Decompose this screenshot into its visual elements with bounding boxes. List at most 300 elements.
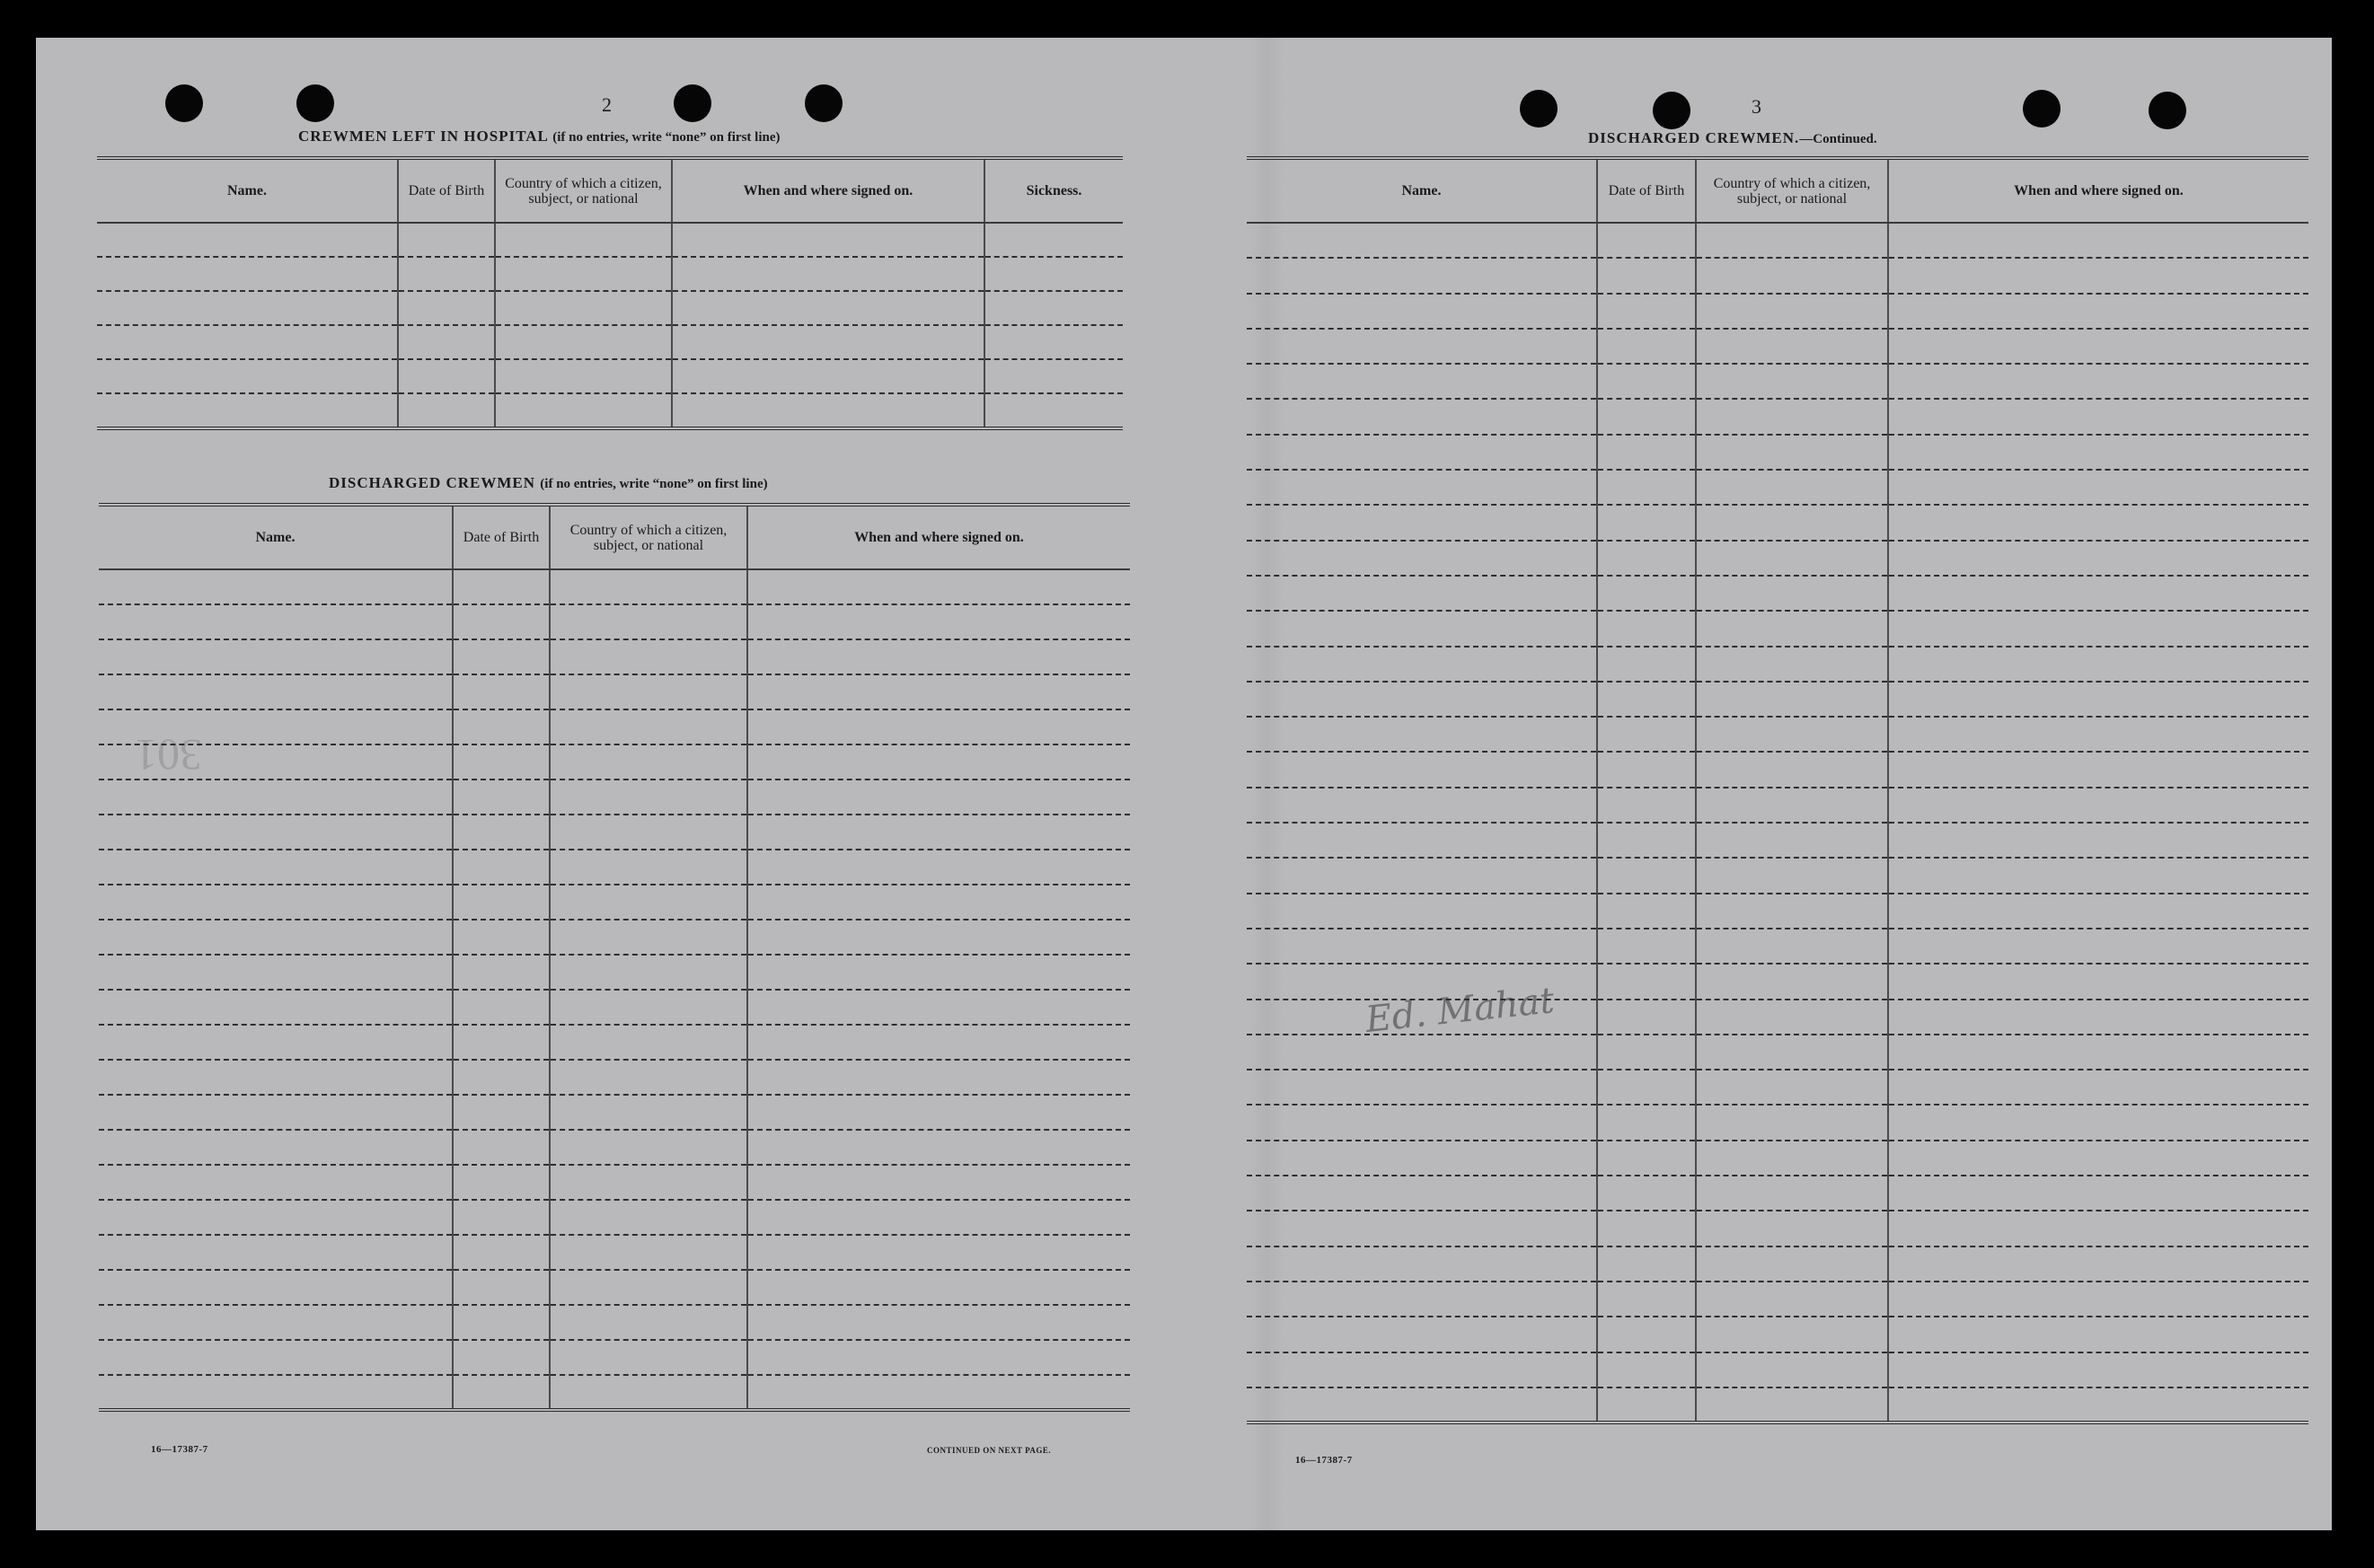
name-cell[interactable]: [1247, 964, 1597, 999]
country-cell[interactable]: [550, 674, 747, 709]
date-of-birth-cell[interactable]: [453, 1165, 550, 1200]
table-row: [1247, 929, 2308, 964]
discharged-table-right-body: [1247, 223, 2308, 1423]
name-cell[interactable]: [1247, 1317, 1597, 1352]
signed-on-cell[interactable]: [747, 639, 1130, 674]
signed-on-cell[interactable]: [747, 1165, 1130, 1200]
name-cell[interactable]: [1247, 894, 1597, 929]
country-cell[interactable]: [1696, 1211, 1888, 1246]
signed-on-cell[interactable]: [1888, 470, 2308, 505]
signed-on-cell[interactable]: [747, 1200, 1130, 1235]
name-cell[interactable]: [1247, 1035, 1597, 1070]
name-cell[interactable]: [1247, 294, 1597, 329]
table-row: [1247, 717, 2308, 752]
signed-on-cell[interactable]: [1888, 505, 2308, 540]
signed-on-cell[interactable]: [1888, 541, 2308, 576]
name-cell[interactable]: [99, 885, 453, 920]
name-cell[interactable]: [1247, 1070, 1597, 1105]
date-of-birth-cell[interactable]: [1597, 258, 1696, 293]
table-row: [99, 815, 1130, 850]
signed-on-cell[interactable]: [1888, 1246, 2308, 1282]
date-of-birth-cell[interactable]: [1597, 1352, 1696, 1387]
name-cell[interactable]: [99, 709, 453, 744]
country-cell[interactable]: [550, 1305, 747, 1340]
table-row: [1247, 1246, 2308, 1282]
date-of-birth-cell[interactable]: [1597, 399, 1696, 434]
name-cell[interactable]: [1247, 223, 1597, 258]
date-of-birth-cell[interactable]: [1597, 505, 1696, 540]
name-cell[interactable]: [99, 604, 453, 639]
name-cell[interactable]: [1247, 364, 1597, 399]
signed-on-cell[interactable]: [747, 920, 1130, 955]
country-cell[interactable]: [495, 291, 672, 325]
country-cell[interactable]: [495, 223, 672, 257]
name-cell[interactable]: [1247, 470, 1597, 505]
country-cell[interactable]: [1696, 1105, 1888, 1140]
signed-on-cell[interactable]: [1888, 329, 2308, 364]
country-cell[interactable]: [550, 709, 747, 744]
country-cell[interactable]: [1696, 1176, 1888, 1211]
signed-on-cell[interactable]: [747, 1305, 1130, 1340]
country-cell[interactable]: [495, 257, 672, 291]
signed-on-cell[interactable]: [672, 359, 984, 393]
country-cell[interactable]: [550, 1375, 747, 1410]
name-cell[interactable]: [1247, 576, 1597, 611]
signed-on-cell[interactable]: [672, 257, 984, 291]
name-cell[interactable]: [99, 1305, 453, 1340]
name-cell[interactable]: [99, 990, 453, 1025]
table-row: [97, 257, 1123, 291]
signed-on-cell[interactable]: [1888, 399, 2308, 434]
sickness-cell[interactable]: [984, 325, 1123, 359]
date-of-birth-cell[interactable]: [453, 1095, 550, 1130]
country-cell[interactable]: [1696, 1352, 1888, 1387]
country-cell[interactable]: [1696, 399, 1888, 434]
name-cell[interactable]: [1247, 541, 1597, 576]
country-cell[interactable]: [550, 744, 747, 780]
country-cell[interactable]: [1696, 682, 1888, 717]
date-of-birth-cell[interactable]: [398, 393, 495, 428]
country-cell[interactable]: [550, 990, 747, 1025]
table-row: [99, 955, 1130, 990]
country-cell[interactable]: [1696, 929, 1888, 964]
date-of-birth-cell[interactable]: [1597, 929, 1696, 964]
name-cell[interactable]: [99, 1340, 453, 1375]
name-cell[interactable]: [99, 1270, 453, 1305]
signed-on-cell[interactable]: [1888, 435, 2308, 470]
date-of-birth-cell[interactable]: [1597, 611, 1696, 646]
country-cell[interactable]: [1696, 823, 1888, 858]
country-cell[interactable]: [1696, 752, 1888, 787]
table-row: [97, 359, 1123, 393]
sickness-cell[interactable]: [984, 223, 1123, 257]
date-of-birth-cell[interactable]: [1597, 1000, 1696, 1035]
name-cell[interactable]: [1247, 1211, 1597, 1246]
country-cell[interactable]: [1696, 576, 1888, 611]
country-cell[interactable]: [1696, 258, 1888, 293]
signed-on-cell[interactable]: [1888, 647, 2308, 682]
date-of-birth-cell[interactable]: [453, 815, 550, 850]
country-cell[interactable]: [1696, 541, 1888, 576]
name-cell[interactable]: [99, 1200, 453, 1235]
table-row: [99, 639, 1130, 674]
name-cell[interactable]: [1247, 647, 1597, 682]
country-cell[interactable]: [550, 569, 747, 604]
signed-on-cell[interactable]: [747, 955, 1130, 990]
date-of-birth-cell[interactable]: [1597, 647, 1696, 682]
date-of-birth-cell[interactable]: [1597, 964, 1696, 999]
name-cell[interactable]: [1247, 435, 1597, 470]
date-of-birth-cell[interactable]: [1597, 294, 1696, 329]
name-cell[interactable]: [1247, 611, 1597, 646]
signed-on-cell[interactable]: [1888, 1141, 2308, 1176]
country-cell[interactable]: [550, 1235, 747, 1270]
date-of-birth-cell[interactable]: [1597, 223, 1696, 258]
signed-on-cell[interactable]: [747, 1375, 1130, 1410]
discharged-table-left: [99, 503, 1130, 1412]
date-of-birth-cell[interactable]: [453, 920, 550, 955]
date-of-birth-cell[interactable]: [453, 1130, 550, 1165]
name-cell[interactable]: [99, 850, 453, 885]
date-of-birth-cell[interactable]: [453, 569, 550, 604]
country-cell[interactable]: [1696, 858, 1888, 893]
signed-on-cell[interactable]: [747, 1095, 1130, 1130]
signed-on-cell[interactable]: [1888, 1352, 2308, 1387]
signed-on-cell[interactable]: [1888, 1211, 2308, 1246]
country-cell[interactable]: [495, 325, 672, 359]
name-cell[interactable]: [99, 744, 453, 780]
signed-on-cell[interactable]: [1888, 1070, 2308, 1105]
table-row: [99, 1130, 1130, 1165]
country-cell[interactable]: [550, 1165, 747, 1200]
sickness-cell[interactable]: [984, 359, 1123, 393]
name-cell[interactable]: [99, 639, 453, 674]
signed-on-cell[interactable]: [747, 780, 1130, 815]
name-cell[interactable]: [99, 1235, 453, 1270]
signed-on-cell[interactable]: [1888, 1317, 2308, 1352]
signed-on-cell[interactable]: [747, 604, 1130, 639]
country-cell[interactable]: [1696, 964, 1888, 999]
name-cell[interactable]: [1247, 1387, 1597, 1423]
signed-on-cell[interactable]: [747, 1340, 1130, 1375]
signed-on-cell[interactable]: [1888, 752, 2308, 787]
signed-on-cell[interactable]: [747, 850, 1130, 885]
name-cell[interactable]: [1247, 1282, 1597, 1317]
date-of-birth-cell[interactable]: [1597, 894, 1696, 929]
date-of-birth-cell[interactable]: [453, 1375, 550, 1410]
signed-on-cell[interactable]: [1888, 223, 2308, 258]
name-cell[interactable]: [1247, 1176, 1597, 1211]
date-of-birth-cell[interactable]: [1597, 1211, 1696, 1246]
name-cell[interactable]: [99, 569, 453, 604]
name-cell[interactable]: [99, 815, 453, 850]
signed-on-cell[interactable]: [747, 569, 1130, 604]
signed-on-cell[interactable]: [1888, 1105, 2308, 1140]
date-of-birth-cell[interactable]: [453, 1235, 550, 1270]
signed-on-cell[interactable]: [747, 1025, 1130, 1060]
date-of-birth-cell[interactable]: [453, 674, 550, 709]
signed-on-cell[interactable]: [1888, 823, 2308, 858]
country-cell[interactable]: [1696, 364, 1888, 399]
signed-on-cell[interactable]: [1888, 1000, 2308, 1035]
column-header-name: Name.: [99, 505, 453, 569]
country-cell[interactable]: [550, 885, 747, 920]
date-of-birth-cell[interactable]: [453, 1340, 550, 1375]
signed-on-cell[interactable]: [1888, 894, 2308, 929]
table-row: [1247, 1387, 2308, 1423]
signed-on-cell[interactable]: [1888, 929, 2308, 964]
name-cell[interactable]: [1247, 1352, 1597, 1387]
name-cell[interactable]: [99, 1130, 453, 1165]
country-cell[interactable]: [1696, 1141, 1888, 1176]
sickness-cell[interactable]: [984, 291, 1123, 325]
date-of-birth-cell[interactable]: [1597, 1282, 1696, 1317]
date-of-birth-cell[interactable]: [1597, 682, 1696, 717]
punch-hole: [2023, 90, 2061, 128]
signed-on-cell[interactable]: [747, 990, 1130, 1025]
signed-on-cell[interactable]: [1888, 1176, 2308, 1211]
date-of-birth-cell[interactable]: [1597, 470, 1696, 505]
signed-on-cell[interactable]: [747, 674, 1130, 709]
date-of-birth-cell[interactable]: [1597, 1387, 1696, 1423]
signed-on-cell[interactable]: [747, 709, 1130, 744]
signed-on-cell[interactable]: [672, 325, 984, 359]
hospital-table-body: [97, 223, 1123, 428]
country-cell[interactable]: [550, 1270, 747, 1305]
country-cell[interactable]: [495, 393, 672, 428]
name-cell[interactable]: [99, 1165, 453, 1200]
date-of-birth-cell[interactable]: [453, 604, 550, 639]
signed-on-cell[interactable]: [747, 885, 1130, 920]
signed-on-cell[interactable]: [1888, 258, 2308, 293]
name-cell[interactable]: [99, 1060, 453, 1095]
table-row: [1247, 329, 2308, 364]
date-of-birth-cell[interactable]: [453, 1060, 550, 1095]
date-of-birth-cell[interactable]: [453, 744, 550, 780]
signed-on-cell[interactable]: [1888, 576, 2308, 611]
date-of-birth-cell[interactable]: [1597, 1141, 1696, 1176]
country-cell[interactable]: [1696, 1000, 1888, 1035]
table-row: [1247, 1141, 2308, 1176]
country-cell[interactable]: [550, 780, 747, 815]
country-cell[interactable]: [1696, 647, 1888, 682]
name-cell[interactable]: [1247, 858, 1597, 893]
date-of-birth-cell[interactable]: [1597, 823, 1696, 858]
name-cell[interactable]: [97, 359, 398, 393]
country-cell[interactable]: [550, 604, 747, 639]
date-of-birth-cell[interactable]: [1597, 1317, 1696, 1352]
country-cell[interactable]: [1696, 894, 1888, 929]
table-row: [99, 990, 1130, 1025]
signed-on-cell[interactable]: [1888, 611, 2308, 646]
signed-on-cell[interactable]: [1888, 1035, 2308, 1070]
name-cell[interactable]: [99, 1025, 453, 1060]
country-cell[interactable]: [1696, 1035, 1888, 1070]
country-cell[interactable]: [495, 359, 672, 393]
country-cell[interactable]: [1696, 788, 1888, 823]
country-cell[interactable]: [1696, 1246, 1888, 1282]
name-cell[interactable]: [97, 257, 398, 291]
name-cell[interactable]: [99, 920, 453, 955]
table-row: [1247, 294, 2308, 329]
name-cell[interactable]: [1247, 682, 1597, 717]
country-cell[interactable]: [1696, 505, 1888, 540]
date-of-birth-cell[interactable]: [1597, 576, 1696, 611]
date-of-birth-cell[interactable]: [453, 1305, 550, 1340]
date-of-birth-cell[interactable]: [1597, 364, 1696, 399]
country-cell[interactable]: [550, 1130, 747, 1165]
signed-on-cell[interactable]: [747, 1270, 1130, 1305]
sickness-cell[interactable]: [984, 393, 1123, 428]
date-of-birth-cell[interactable]: [453, 1025, 550, 1060]
country-cell[interactable]: [550, 955, 747, 990]
country-cell[interactable]: [1696, 329, 1888, 364]
table-row: [99, 1165, 1130, 1200]
signed-on-cell[interactable]: [1888, 682, 2308, 717]
signed-on-cell[interactable]: [1888, 964, 2308, 999]
country-cell[interactable]: [1696, 1282, 1888, 1317]
country-cell[interactable]: [1696, 294, 1888, 329]
name-cell[interactable]: [99, 1095, 453, 1130]
date-of-birth-cell[interactable]: [398, 325, 495, 359]
table-row: [99, 569, 1130, 604]
column-header-sickness: Sickness.: [984, 158, 1123, 223]
signed-on-cell[interactable]: [672, 393, 984, 428]
country-cell[interactable]: [1696, 1070, 1888, 1105]
name-cell[interactable]: [1247, 1000, 1597, 1035]
date-of-birth-cell[interactable]: [453, 885, 550, 920]
column-header-country: Country of which a citizen, subject, or national: [495, 158, 672, 223]
signed-on-cell[interactable]: [747, 744, 1130, 780]
name-cell[interactable]: [1247, 788, 1597, 823]
name-cell[interactable]: [97, 393, 398, 428]
date-of-birth-cell[interactable]: [1597, 1070, 1696, 1105]
column-header-name: Name.: [1247, 158, 1597, 223]
date-of-birth-cell[interactable]: [1597, 1176, 1696, 1211]
name-cell[interactable]: [1247, 258, 1597, 293]
signed-on-cell[interactable]: [747, 1235, 1130, 1270]
name-cell[interactable]: [1247, 929, 1597, 964]
name-cell[interactable]: [99, 780, 453, 815]
date-of-birth-cell[interactable]: [1597, 1035, 1696, 1070]
country-cell[interactable]: [550, 920, 747, 955]
country-cell[interactable]: [1696, 470, 1888, 505]
name-cell[interactable]: [99, 1375, 453, 1410]
date-of-birth-cell[interactable]: [1597, 1246, 1696, 1282]
name-cell[interactable]: [1247, 717, 1597, 752]
signed-on-cell[interactable]: [1888, 364, 2308, 399]
country-cell[interactable]: [550, 1200, 747, 1235]
date-of-birth-cell[interactable]: [453, 1270, 550, 1305]
name-cell[interactable]: [1247, 399, 1597, 434]
date-of-birth-cell[interactable]: [453, 1200, 550, 1235]
bleed-through-stamp: 301: [135, 730, 202, 780]
country-cell[interactable]: [550, 1340, 747, 1375]
signed-on-cell[interactable]: [1888, 788, 2308, 823]
country-cell[interactable]: [1696, 223, 1888, 258]
date-of-birth-cell[interactable]: [398, 257, 495, 291]
date-of-birth-cell[interactable]: [398, 359, 495, 393]
name-cell[interactable]: [1247, 823, 1597, 858]
signed-on-cell[interactable]: [1888, 294, 2308, 329]
name-cell[interactable]: [1247, 1105, 1597, 1140]
name-cell[interactable]: [1247, 752, 1597, 787]
date-of-birth-cell[interactable]: [453, 955, 550, 990]
signed-on-cell[interactable]: [1888, 1282, 2308, 1317]
form-number-left: 16—17387-7: [151, 1444, 208, 1455]
signed-on-cell[interactable]: [1888, 717, 2308, 752]
date-of-birth-cell[interactable]: [1597, 752, 1696, 787]
date-of-birth-cell[interactable]: [453, 709, 550, 744]
signed-on-cell[interactable]: [672, 291, 984, 325]
date-of-birth-cell[interactable]: [398, 223, 495, 257]
country-cell[interactable]: [1696, 611, 1888, 646]
signed-on-cell[interactable]: [747, 1130, 1130, 1165]
date-of-birth-cell[interactable]: [398, 291, 495, 325]
date-of-birth-cell[interactable]: [1597, 717, 1696, 752]
table-row: [1247, 258, 2308, 293]
name-cell[interactable]: [1247, 505, 1597, 540]
punch-hole: [296, 84, 334, 122]
date-of-birth-cell[interactable]: [1597, 858, 1696, 893]
name-cell[interactable]: [1247, 1141, 1597, 1176]
country-cell[interactable]: [1696, 435, 1888, 470]
country-cell[interactable]: [550, 1025, 747, 1060]
date-of-birth-cell[interactable]: [1597, 788, 1696, 823]
name-cell[interactable]: [1247, 1246, 1597, 1282]
country-cell[interactable]: [550, 639, 747, 674]
punch-hole: [1653, 92, 1690, 129]
date-of-birth-cell[interactable]: [453, 990, 550, 1025]
table-row: [99, 1060, 1130, 1095]
name-cell[interactable]: [1247, 329, 1597, 364]
name-cell[interactable]: [97, 223, 398, 257]
date-of-birth-cell[interactable]: [1597, 435, 1696, 470]
column-header-name: Name.: [97, 158, 398, 223]
signed-on-cell[interactable]: [747, 815, 1130, 850]
signed-on-cell[interactable]: [672, 223, 984, 257]
punch-hole: [674, 84, 711, 122]
date-of-birth-cell[interactable]: [1597, 329, 1696, 364]
table-row: [1247, 823, 2308, 858]
country-cell[interactable]: [1696, 717, 1888, 752]
table-row: [99, 709, 1130, 744]
country-cell[interactable]: [550, 850, 747, 885]
name-cell[interactable]: [97, 291, 398, 325]
country-cell[interactable]: [1696, 1387, 1888, 1423]
country-cell[interactable]: [550, 1060, 747, 1095]
country-cell[interactable]: [550, 1095, 747, 1130]
date-of-birth-cell[interactable]: [1597, 1105, 1696, 1140]
table-row: [99, 674, 1130, 709]
name-cell[interactable]: [99, 955, 453, 990]
date-of-birth-cell[interactable]: [1597, 541, 1696, 576]
punch-hole: [2149, 92, 2186, 129]
country-cell[interactable]: [550, 815, 747, 850]
name-cell[interactable]: [99, 674, 453, 709]
country-cell[interactable]: [1696, 1317, 1888, 1352]
signed-on-cell[interactable]: [1888, 1387, 2308, 1423]
sickness-cell[interactable]: [984, 257, 1123, 291]
date-of-birth-cell[interactable]: [453, 780, 550, 815]
date-of-birth-cell[interactable]: [453, 639, 550, 674]
date-of-birth-cell[interactable]: [453, 850, 550, 885]
table-row: [1247, 647, 2308, 682]
name-cell[interactable]: [97, 325, 398, 359]
table-row: [99, 1340, 1130, 1375]
signed-on-cell[interactable]: [1888, 858, 2308, 893]
signed-on-cell[interactable]: [747, 1060, 1130, 1095]
